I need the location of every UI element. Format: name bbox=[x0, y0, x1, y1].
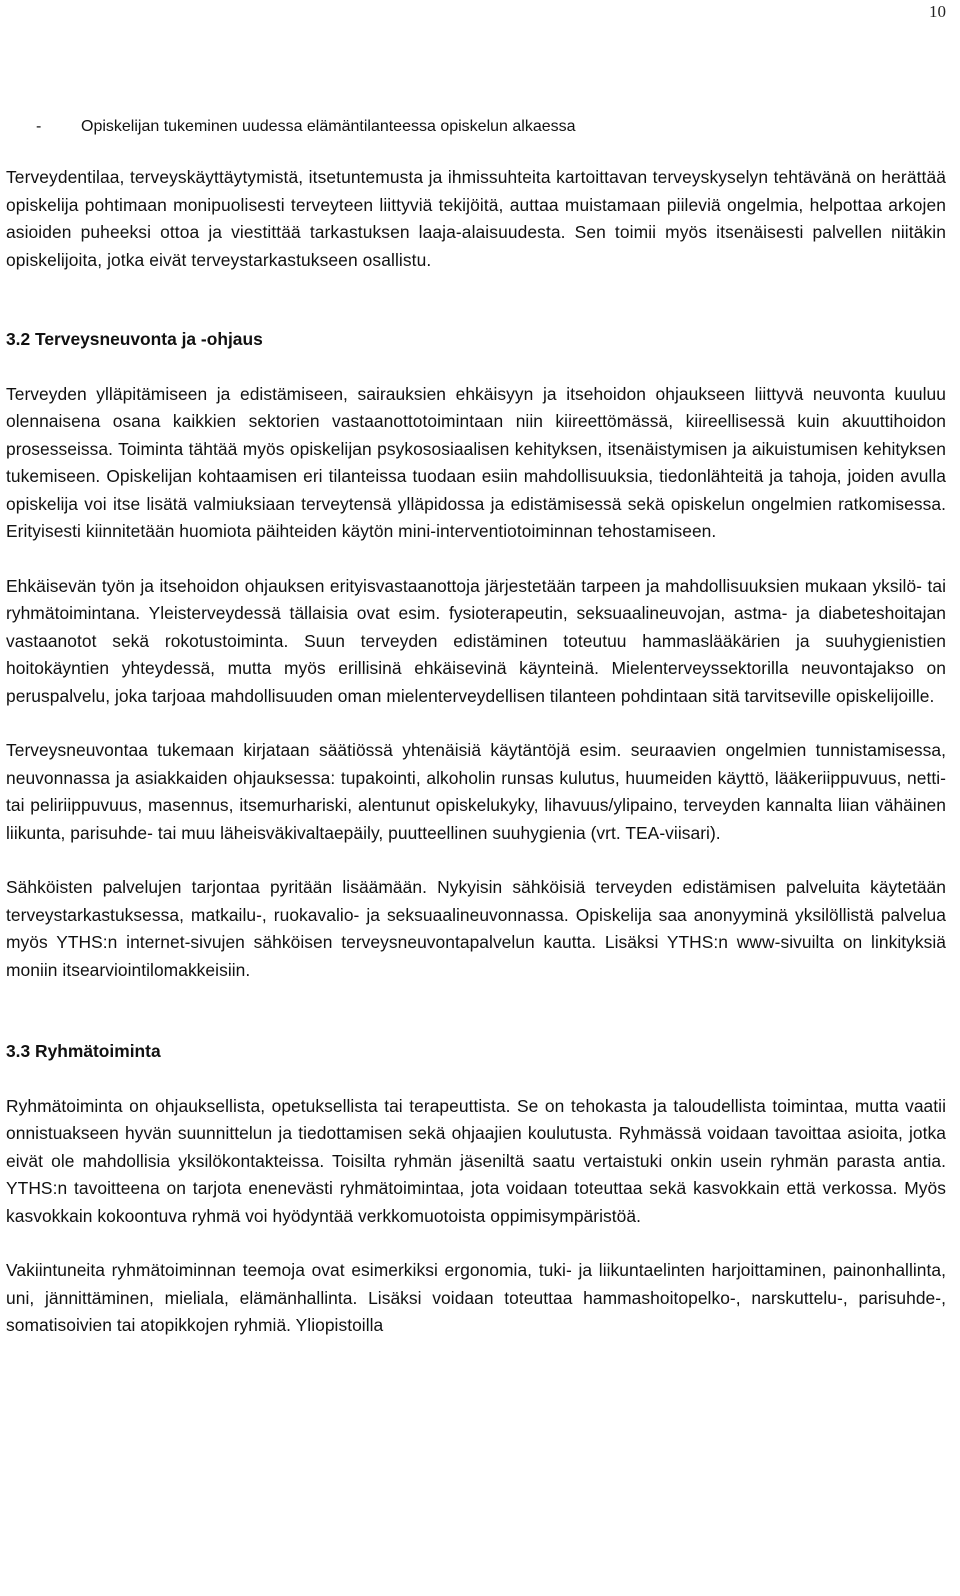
bullet-text: Opiskelijan tukeminen uudessa elämäntilanteessa opiskelun alkaessa bbox=[81, 118, 576, 135]
section-3-2-paragraph-2: Ehkäisevän työn ja itsehoidon ohjauksen erityisvastaanottoja järjestetään tarpeen ja mahdollisuuksien mukaan yksilö- tai ryhmätoimintana. Yleisterveydessä tällaisia ovat esim. fysioterapeutin, seksuaalineuvojan, astma- ja diabeteshoitajan vastaanotot sekä rokotustoiminta. Suun terveyden edistäminen toteutuu hammaslääkärien ja suuhygienistien hoitokäyntien yhteydessä, mutta myös erillisinä ehkäisevinä käynteinä. Mielenterveyssektorilla neuvontajakso on peruspalvelu, joka tarjoaa mahdollisuuden oman mielenterveydellisen tilanteen pohdintaan sitä tarvitseville opiskelijoille. bbox=[6, 575, 946, 706]
bullet-dash: - bbox=[36, 118, 42, 135]
section-3-3-paragraph-2: Vakiintuneita ryhmätoiminnan teemoja ovat esimerkiksi ergonomia, tuki- ja liikuntaelinten harjoittaminen, painonhallinta, uni, jännittäminen, mieliala, elämänhallinta. Lisäksi voidaan toteuttaa hammashoitopelko-, narskuttelu-, parisuhde-, somatisoivien tai atopikkojen ryhmiä. Yliopistoilla bbox=[6, 1260, 946, 1335]
document-body bbox=[6, 118, 946, 1340]
section-3-2-paragraph-4: Sähköisten palvelujen tarjontaa pyritään lisäämään. Nykyisin sähköisiä terveyden edistämisen palveluita käytetään terveystarkastuksessa, matkailu-, ruokavalio- ja seksuaalineuvonnassa. Opiskelija saa anonyyminä yksilöllistä palvelua myös YTHS:n internet-sivujen sähköisen terveysneuvontapalvelun kautta. Lisäksi YTHS:n www-sivuilta on linkityksiä moniin itsearviointilomakkeisiin. bbox=[6, 877, 946, 980]
section-heading-3-3: 3.3 Ryhmätoiminta bbox=[6, 1041, 161, 1061]
bullet-item bbox=[36, 118, 946, 136]
intro-paragraph: Terveydentilaa, terveyskäyttäytymistä, itsetuntemusta ja ihmissuhteita kartoittavan terveyskyselyn tehtävänä on herättää opiskelija pohtimaan monipuolisesti terveyteen liittyviä tekijöitä, auttaa muistamaan piileviä ongelmia, helpottaa arkojen asioiden puheeksi ottoa ja viestittää tarkastuksen laaja-alaisuudesta. Sen toimii myös itsenäisesti palvellen niitäkin opiskelijoita, jotka eivät terveystarkastukseen osallistu. bbox=[6, 167, 946, 270]
section-heading-3-2: 3.2 Terveysneuvonta ja -ohjaus bbox=[6, 329, 263, 349]
section-3-3-paragraph-1: Ryhmätoiminta on ohjauksellista, opetuksellista tai terapeuttista. Se on tehokasta ja taloudellista toimintaa, mutta vaatii onnistuakseen hyvän suunnittelun ja tiedottamisen sekä ohjaajien koulutusta. Ryhmässä voidaan tavoittaa asioita, jotka eivät ole mahdollisia yksilökontakteissa. Toisilta ryhmän jäseniltä saatu vertaistuki onkin usein ryhmän parasta antia. YTHS:n tavoitteena on tarjota enenevästi ryhmätoimintaa, jota voidaan toteuttaa sekä kasvokkain että verkossa. Myös kasvokkain kokoontuva ryhmä voi hyödyntää verkkomuotoista oppimisympäristöä. bbox=[6, 1095, 946, 1226]
section-3-2-paragraph-3: Terveysneuvontaa tukemaan kirjataan säätiössä yhtenäisiä käytäntöjä esim. seuraavien ongelmien tunnistamisessa, neuvonnassa ja asiakkaiden ohjauksessa: tupakointi, alkoholin runsas kulutus, huumeiden käyttö, lääkeriippuvuus, netti- tai peliriippuvuus, masennus, itsemurhariski, alentunut opiskelukyky, lihavuus/ylipaino, terveyden kannalta liian vähäinen liikunta, parisuhde- tai muu läheisväkivaltaepäily, puutteellinen suuhygienia (vrt. TEA-viisari). bbox=[6, 740, 946, 843]
page-number: 10 bbox=[929, 2, 946, 21]
section-3-2-paragraph-1: Terveyden ylläpitämiseen ja edistämiseen, sairauksien ehkäisyyn ja itsehoidon ohjaukseen liittyvä neuvonta kuuluu olennaisena osana kaikkien sektorien vastaanottotoimintaan niin kiireettömässä, kiireellisessä kuin akuuttihoidon prosesseissa. Toiminta tähtää myös opiskelijan psykososiaalisen kehityksen, itsenäistymisen ja aikuistumisen kehityksen tukemiseen. Opiskelijan kohtaamisen eri tilanteissa tuodaan esiin mahdollisuuksia, tiedonlähteitä ja tahoja, joiden avulla opiskelija voi itse lisätä valmiuksiaan terveytensä ylläpidossa ja edistämisessä sekä opiskelun ongelmien ratkomisessa. Erityisesti kiinnitetään huomiota päihteiden käytön mini-interventiotoiminnan tehostamiseen. bbox=[6, 383, 946, 541]
